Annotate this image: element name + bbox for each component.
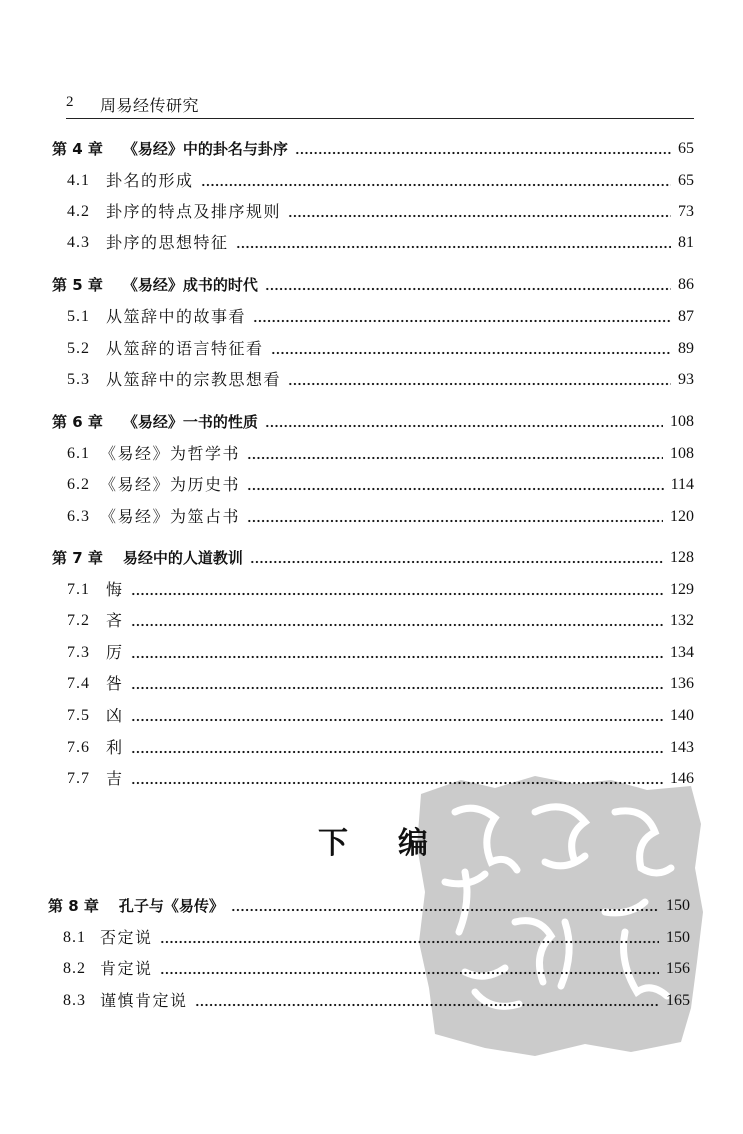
section-title: 卦名的形成 [106, 171, 194, 190]
section-title: 肯定说 [100, 959, 153, 978]
leader-dots [288, 372, 671, 386]
page-ref: 140 [670, 707, 694, 724]
section-title: 《易经》为筮占书 [100, 507, 241, 526]
toc-chapter-5[interactable] [52, 272, 694, 296]
toc-section-7-1[interactable] [67, 577, 694, 601]
section-title: 凶 [106, 706, 124, 725]
section-title: 《易经》为历史书 [100, 475, 241, 494]
page-ref: 89 [678, 340, 694, 357]
leader-dots [265, 277, 671, 291]
section-number: 6.3 [67, 508, 90, 525]
page-number: 2 [66, 94, 74, 110]
page-ref: 93 [678, 371, 694, 388]
chapter-number: 第 7 章 [52, 549, 103, 567]
running-header [66, 92, 694, 119]
page-ref: 128 [670, 549, 694, 566]
section-title: 吝 [106, 611, 124, 630]
page-ref: 65 [678, 172, 694, 189]
toc-section-8-3[interactable] [63, 988, 690, 1012]
section-title: 厉 [106, 643, 124, 662]
chapter-title: 《易经》成书的时代 [122, 276, 258, 294]
leader-dots [131, 740, 663, 754]
page-ref: 108 [670, 445, 694, 462]
section-number: 5.2 [67, 340, 90, 357]
toc-section-7-7[interactable] [67, 766, 694, 790]
chapter-title: 《易经》一书的性质 [122, 413, 258, 431]
toc-section-7-6[interactable] [67, 735, 694, 759]
page-ref: 65 [678, 140, 694, 157]
section-title: 《易经》为哲学书 [100, 444, 241, 463]
page-ref: 134 [670, 644, 694, 661]
toc-section-4-3[interactable] [67, 230, 694, 254]
page-ref: 165 [666, 992, 690, 1009]
leader-dots [265, 414, 663, 428]
section-number: 5.3 [67, 371, 90, 388]
leader-dots [131, 582, 663, 596]
section-title: 从筮辞的语言特征看 [106, 339, 264, 358]
part-heading [318, 818, 428, 862]
toc-section-7-3[interactable] [67, 640, 694, 664]
toc-chapter-8[interactable] [48, 893, 690, 917]
toc-chapter-4[interactable] [52, 136, 694, 160]
chapter-title: 《易经》中的卦名与卦序 [122, 140, 288, 158]
section-number: 7.1 [67, 581, 90, 598]
leader-dots [253, 309, 671, 323]
section-number: 4.2 [67, 203, 90, 220]
section-number: 4.1 [67, 172, 90, 189]
page-ref: 73 [678, 203, 694, 220]
toc-chapter-6[interactable] [52, 409, 694, 433]
section-number: 7.7 [67, 770, 90, 787]
part-heading-char: 编 [398, 826, 428, 861]
leader-dots [271, 341, 671, 355]
toc-section-6-3[interactable] [67, 504, 694, 528]
chapter-title: 易经中的人道教训 [122, 549, 243, 567]
leader-dots [195, 993, 659, 1007]
section-number: 6.2 [67, 476, 90, 493]
section-title: 否定说 [100, 928, 153, 947]
toc-section-4-2[interactable] [67, 199, 694, 223]
page-ref: 150 [666, 929, 690, 946]
page-ref: 114 [670, 476, 694, 493]
section-title: 悔 [106, 580, 124, 599]
leader-dots [250, 550, 663, 564]
section-title: 从筮辞中的宗教思想看 [106, 370, 282, 389]
toc-section-8-1[interactable] [63, 925, 690, 949]
section-number: 8.3 [63, 992, 86, 1009]
section-number: 6.1 [67, 445, 90, 462]
toc-chapter-7[interactable] [52, 545, 694, 569]
leader-dots [131, 708, 663, 722]
page-ref: 108 [670, 413, 694, 430]
leader-dots [131, 676, 663, 690]
book-title: 周易经传研究 [100, 96, 200, 115]
toc-section-6-1[interactable] [67, 441, 694, 465]
page-ref: 87 [678, 308, 694, 325]
leader-dots [247, 509, 663, 523]
section-number: 4.3 [67, 234, 90, 251]
page-ref: 156 [666, 960, 690, 977]
leader-dots [160, 961, 659, 975]
page-ref: 150 [666, 897, 690, 914]
section-number: 8.2 [63, 960, 86, 977]
section-number: 5.1 [67, 308, 90, 325]
toc-section-6-2[interactable] [67, 472, 694, 496]
leader-dots [160, 930, 659, 944]
chapter-title: 孔子与《易传》 [118, 897, 224, 915]
leader-dots [288, 204, 671, 218]
page-ref: 136 [670, 675, 694, 692]
leader-dots [247, 446, 663, 460]
section-number: 7.6 [67, 739, 90, 756]
page-ref: 86 [678, 276, 694, 293]
leader-dots [295, 141, 671, 155]
page-ref: 129 [670, 581, 694, 598]
section-title: 卦序的特点及排序规则 [106, 202, 282, 221]
section-number: 7.3 [67, 644, 90, 661]
page-ref: 81 [678, 234, 694, 251]
page-ref: 143 [670, 739, 694, 756]
leader-dots [131, 613, 663, 627]
toc-section-4-1[interactable] [67, 168, 694, 192]
section-number: 7.5 [67, 707, 90, 724]
leader-dots [131, 771, 663, 785]
part-heading-char: 下 [318, 826, 348, 861]
chapter-number: 第 8 章 [48, 897, 99, 915]
section-number: 8.1 [63, 929, 86, 946]
toc-section-8-2[interactable] [63, 956, 690, 980]
chapter-number: 第 4 章 [52, 140, 103, 158]
leader-dots [236, 235, 671, 249]
page-ref: 146 [670, 770, 694, 787]
leader-dots [231, 898, 659, 912]
page-ref: 120 [670, 508, 694, 525]
toc-section-7-4[interactable] [67, 671, 694, 695]
section-title: 卦序的思想特征 [106, 233, 229, 252]
section-number: 7.2 [67, 612, 90, 629]
leader-dots [247, 477, 664, 491]
toc-section-7-5[interactable] [67, 703, 694, 727]
section-title: 吉 [106, 769, 124, 788]
page-ref: 132 [670, 612, 694, 629]
toc-section-7-2[interactable] [67, 608, 694, 632]
leader-dots [201, 173, 671, 187]
section-title: 从筮辞中的故事看 [106, 307, 247, 326]
chapter-number: 第 6 章 [52, 413, 103, 431]
toc-section-5-2[interactable] [67, 336, 694, 360]
toc-section-5-1[interactable] [67, 304, 694, 328]
chapter-number: 第 5 章 [52, 276, 103, 294]
section-number: 7.4 [67, 675, 90, 692]
section-title: 谨慎肯定说 [100, 991, 188, 1010]
toc-section-5-3[interactable] [67, 367, 694, 391]
section-title: 利 [106, 738, 124, 757]
leader-dots [131, 645, 663, 659]
section-title: 咎 [106, 674, 124, 693]
